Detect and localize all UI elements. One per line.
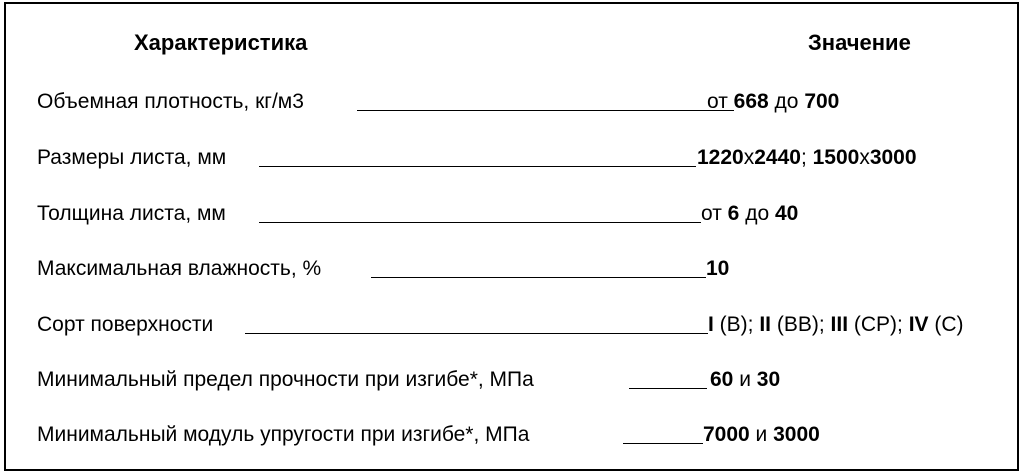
value-bold-part: I [708,313,714,336]
value-bold-part: 2440 [754,146,801,169]
leader-line [623,443,703,444]
value-bold-part: 1220 [697,146,744,169]
value-bold-part: 10 [706,257,730,280]
row-label: Объемная плотность, кг/м3 [37,90,304,113]
row-value [707,87,839,117]
leader-line [259,222,701,223]
value-text-part: (BB); [771,313,831,336]
row-value [710,365,780,395]
value-text-part: и [733,368,757,391]
row-label: Максимальная влажность, % [37,257,322,280]
leader-line [629,388,707,389]
row-label: Толщина листа, мм [37,202,226,225]
value-bold-part: 6 [727,202,740,225]
value-bold-part: 40 [774,202,799,225]
row-label: Минимальный модуль упругости при изгибе*, МПа [37,423,530,446]
value-bold-part: 7000 [703,423,750,446]
value-bold-part: 700 [804,90,840,113]
value-text-part: от [707,90,734,113]
leader-line [371,277,706,278]
value-bold-part: 1500 [812,146,860,169]
value-bold-part: 3000 [869,146,917,169]
row-value [697,143,917,173]
value-bold-part: III [830,313,849,336]
value-text-part: до [768,90,805,113]
value-text-part: x [859,146,870,169]
row-value [703,420,820,450]
value-bold-part: 60 [710,368,734,391]
value-text-part: ; [800,146,813,169]
row-value [701,199,798,229]
row-label: Размеры листа, мм [37,146,227,169]
leader-line [259,166,696,167]
value-bold-part: 3000 [773,423,820,446]
value-text-part: (B); [713,313,760,336]
value-bold-part: 30 [756,368,781,391]
leader-line [245,333,708,334]
value-text-part: x [743,146,755,169]
value-text-part: от [701,202,728,225]
row-label: Сорт поверхности [37,313,214,336]
row-label: Минимальный предел прочности при изгибе*, МПа [37,368,534,391]
value-bold-part: II [759,313,772,336]
column-header-characteristic: Характеристика [134,30,308,55]
column-header-value: Значение [808,30,911,55]
row-value [706,254,729,284]
leader-line [357,110,734,111]
value-text-part: (C) [928,313,964,336]
row-value [708,310,964,340]
value-text-part: (CP); [848,313,909,336]
value-text-part: и [749,423,774,446]
value-text-part: до [739,202,775,225]
value-bold-part: IV [908,313,929,336]
spec-table [4,2,1019,471]
value-bold-part: 668 [733,90,769,113]
